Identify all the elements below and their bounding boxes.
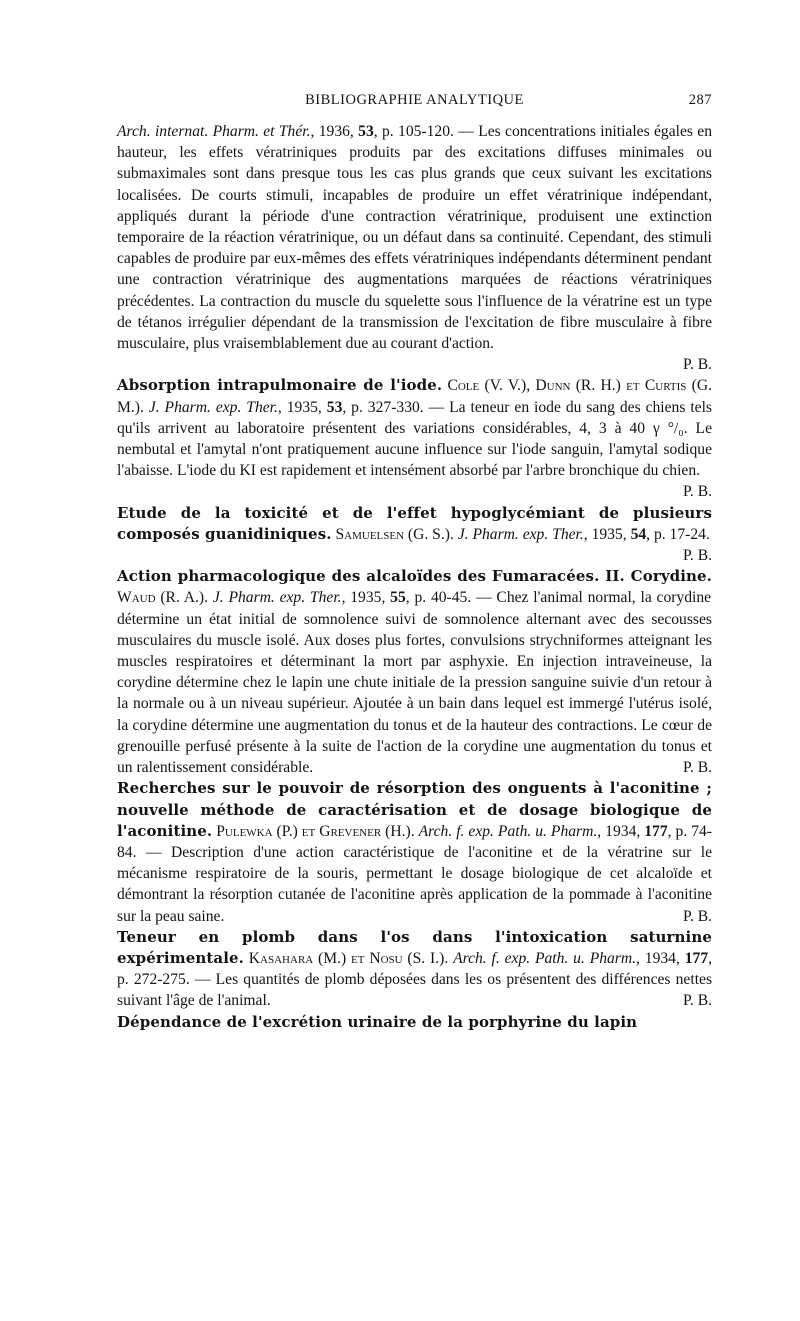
reference-year: , 1935,: [341, 589, 391, 607]
reference-pages: , p. 272-275. —: [117, 949, 713, 989]
reference-pages: , p. 40-45. —: [405, 589, 497, 607]
reference-year: , 1934,: [597, 822, 645, 840]
bibliography-entry: [117, 121, 712, 354]
reference-pages: , p. 105-120. —: [373, 123, 479, 140]
reviewer-signature: P. B.: [682, 992, 712, 1010]
bibliography-entry: [117, 375, 713, 501]
reference-pages: , p. 74-84. —: [117, 822, 712, 861]
journal-name: Arch. internat. Pharm. et Thér.: [117, 123, 311, 140]
journal-name: Arch. f. exp. Path. u. Pharm.: [418, 822, 598, 840]
entry-title: Recherches sur le pouvoir de résorption des onguents à l'aconitine ; nouvelle méthode de caractérisation et de dosage biologique de l'aconitine.: [117, 779, 712, 840]
entry-authors: Samuelsen (G. S.).: [331, 525, 458, 543]
abstract-text: Description d'une action caractéristique de l'aconitine et de la vératrine sur le mécanisme respiratoire de la souris, permettant le dosage biologique de cet alcaloïde et démontrant la résorption cutanée de l'aconitine après application de la pommade à l'aconitine sur la peau saine.: [117, 843, 712, 925]
entry-authors: Kasahara (M.) et Nosu (S. I.).: [243, 949, 454, 967]
reviewer-signature: P. B.: [682, 907, 712, 925]
reviewer-signature: P. B.: [682, 483, 712, 501]
entry-title: Teneur en plomb dans l'os dans l'intoxication saturnine expérimentale.: [117, 927, 712, 967]
bibliography-entry: [117, 927, 712, 1012]
journal-name: J. Pharm. exp. Ther.: [148, 398, 278, 416]
reference-year: , 1936,: [310, 123, 359, 140]
journal-name: J. Pharm. exp. Ther.: [212, 589, 342, 607]
journal-name: Arch. f. exp. Path. u. Pharm.: [453, 949, 637, 967]
volume-number: 53: [326, 398, 343, 416]
bibliography-entry: [117, 503, 712, 565]
bibliography-entry: [117, 1012, 712, 1033]
bibliography-entry: [117, 566, 712, 778]
entry-authors: Pulewka (P.) et Grevener (H.).: [212, 822, 419, 840]
reviewer-signature: P. B.: [682, 356, 712, 374]
entry-title: Dépendance de l'excrétion urinaire de la porphyrine du lapin: [117, 1012, 638, 1031]
reference-year: , 1935,: [583, 525, 631, 543]
reviewer-signature: P. B.: [682, 547, 712, 565]
entry-title: Absorption intrapulmonaire de l'iode.: [117, 376, 443, 395]
running-head: [117, 92, 712, 114]
volume-number: 177: [684, 949, 709, 967]
abstract-text: Chez l'animal normal, la corydine détermine un état initial de somnolence suivi de somnolence alternant avec des secousses musculaires du muscle isolé. Aux doses plus fortes, convulsions strychniformes atteignant les muscles respiratoires et déterminant la mort par asphyxie. En injection intraveineuse, la corydine détermine chez le lapin une chute initiale de la pression sanguine suivie d'un retour à la normale ou à un niveau supérieur. Ajoutée à un bain dans lequel est immergé l'utérus isolé, la corydine détermine une augmentation du tonus et de la hauteur des contractions. Le cœur de grenouille perfusé présente à la suite de l'action de la corydine une augmentation du tonus et un ralentissement considérable.: [117, 589, 712, 777]
reference-year: , 1934,: [636, 949, 685, 967]
bibliography-body: [117, 121, 712, 1033]
bibliography-entry: [117, 778, 712, 926]
reference-year: , 1935,: [277, 398, 327, 416]
reference-pages: , p. 17-24.: [646, 525, 710, 543]
entry-authors: Waud (R. A.).: [117, 589, 213, 607]
volume-number: 177: [644, 822, 668, 840]
reviewer-signature: P. B.: [682, 759, 712, 777]
abstract-text: La teneur en iode du sang des chiens tels qu'ils arrivent au laboratoire présentent des variations considérables, 4, 3 à 40 γ °/₀. Le nembutal et l'amytal n'ont pratiquement aucune influence sur l'iode sanguin, l'amytal sodique l'abaisse. L'iode du KI est rapidement et intensément absorbé par l'arbre bronchique du chien.: [117, 398, 713, 480]
entry-title: Action pharmacologique des alcaloïdes des Fumaracées. II. Corydine.: [117, 567, 712, 586]
page-number: 287: [688, 92, 712, 108]
volume-number: 54: [630, 525, 647, 543]
running-head-title: BIBLIOGRAPHIE ANALYTIQUE: [305, 92, 524, 108]
reference-pages: , p. 327-330. —: [342, 398, 450, 416]
journal-name: J. Pharm. exp. Ther.: [457, 525, 584, 543]
volume-number: 53: [358, 123, 374, 140]
abstract-text: Les quantités de plomb déposées dans les os présentent des différences nettes suivant l'âge de l'animal.: [117, 971, 713, 1010]
volume-number: 55: [390, 589, 406, 607]
entry-authors: Cole (V. V.), Dunn (R. H.) et Curtis (G. M.).: [117, 377, 713, 416]
entry-title: Etude de la toxicité et de l'effet hypoglycémiant de plusieurs composés guanidiniques.: [117, 503, 712, 543]
abstract-text: Les concentrations initiales égales en hauteur, les effets vératriniques produits par des excitations diffuses minimales ou submaximales sont dans presque tous les cas plus grands que ceux suivant les excitations localisées. De courts stimuli, incapables de produire un effet vératrinique indépendant, appliqués durant la période d'une contraction vératrinique, produisent une extinction temporaire de la réaction vératrinique, ou un défaut dans sa continuité. Cependant, des stimuli capables de produire par eux-mêmes des effets vératriniques indépendants déterminent pendant une contraction vératrinique des augmentations marquées de réactions vératriniques précédentes. La contraction du muscle du squelette sous l'influence de la vératrine est un type de tétanos irrégulier dépendant de la transmission de l'excitation de fibre musculaire à fibre musculaire, plus vraisemblablement due au courant d'action.: [117, 123, 713, 353]
